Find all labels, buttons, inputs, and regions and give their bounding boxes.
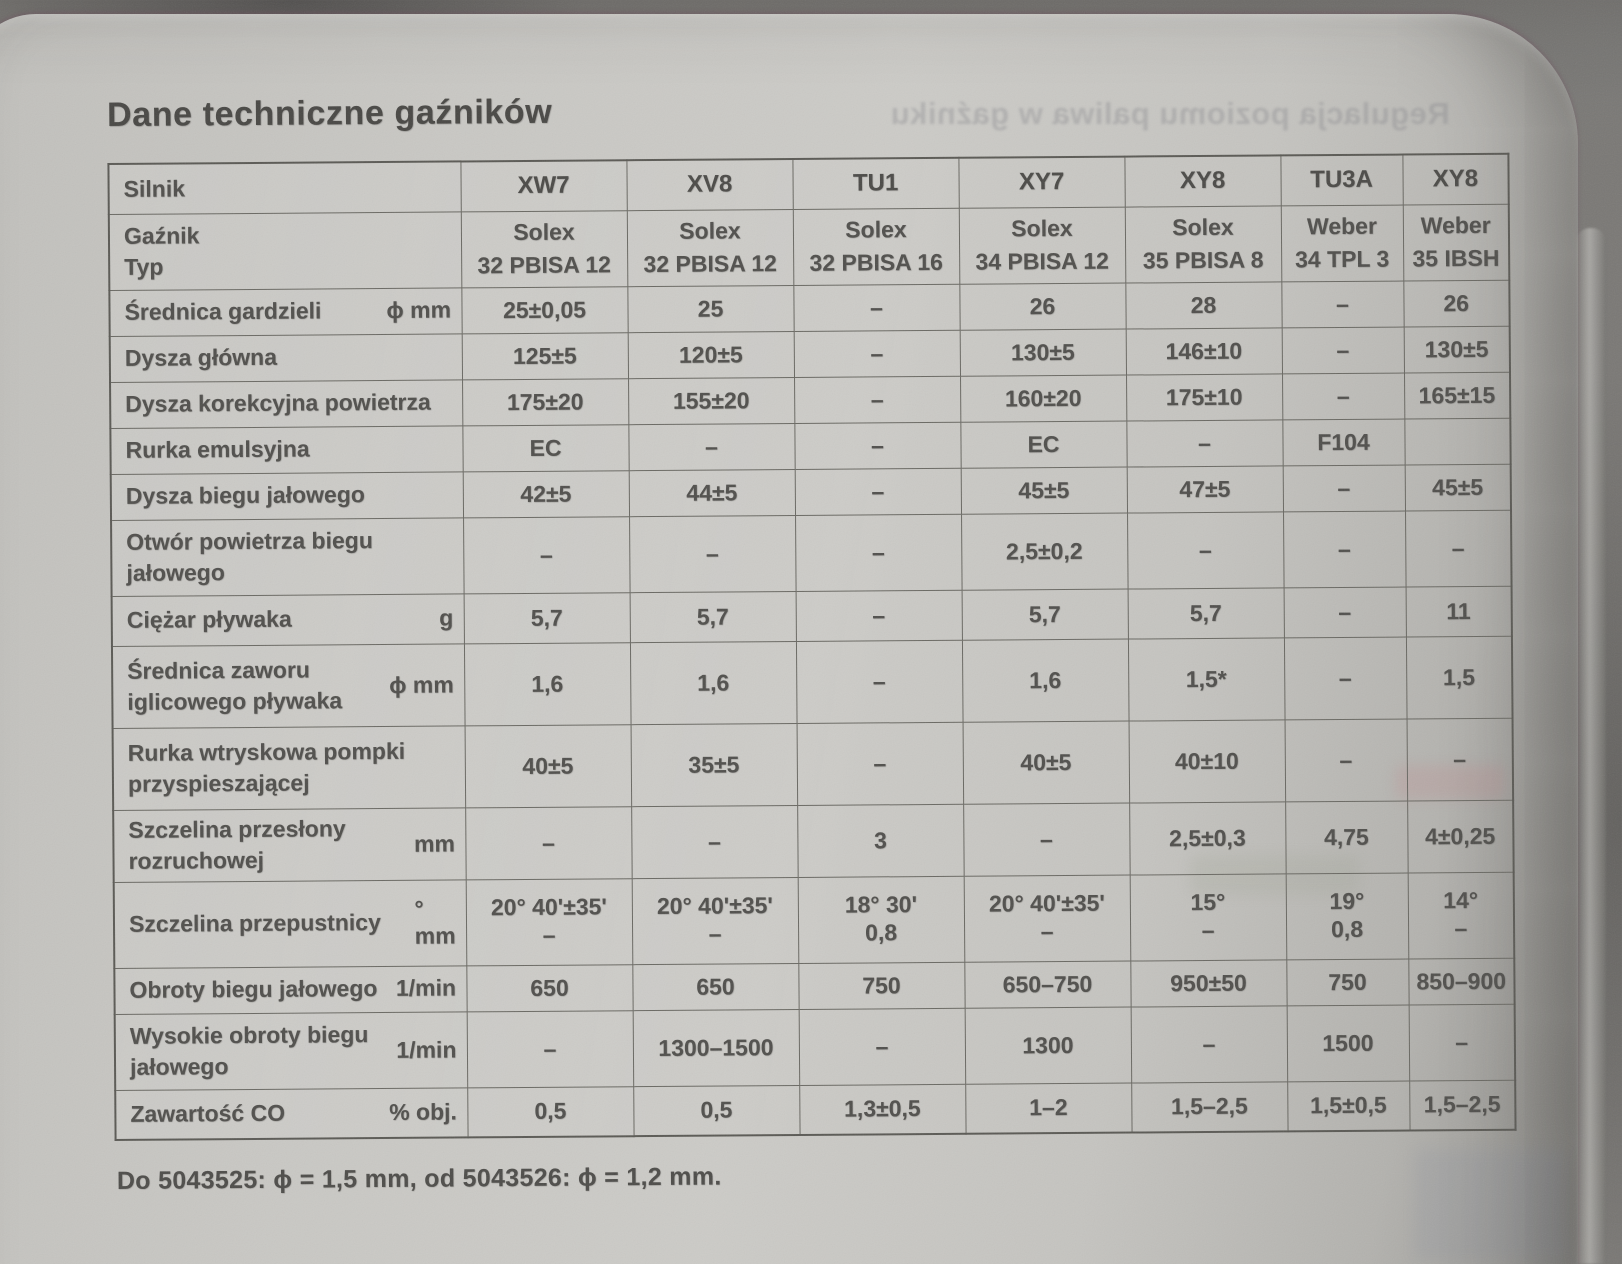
table-cell: –	[963, 803, 1130, 876]
table-cell: 4,75	[1285, 801, 1408, 874]
table-cell: 2,5±0,3	[1129, 801, 1286, 874]
table-cell: 0,5	[633, 1085, 799, 1136]
table-cell: 0,5	[467, 1086, 633, 1137]
table-cell: 4±0,25	[1407, 800, 1514, 873]
table-cell: –	[794, 330, 960, 377]
row-label: Otwór powietrza biegu jałowego	[126, 527, 373, 586]
row-label-wrap	[124, 295, 451, 328]
table-cell: 130±5	[1404, 326, 1510, 373]
carburetor-model: 34 TPL 3	[1294, 245, 1390, 273]
row-label-wrap	[130, 1018, 457, 1082]
table-cell: –	[796, 590, 962, 641]
row-unit: ϕ mm	[386, 296, 452, 324]
page-content	[107, 86, 1515, 1196]
table-cell: –	[1281, 281, 1403, 328]
table-cell: 2,5±0,2	[961, 513, 1128, 590]
row-label-cell	[112, 593, 464, 646]
table-cell: –	[1285, 719, 1408, 802]
table-cell	[466, 878, 633, 965]
row-label: Dysza korekcyjna powietrza	[125, 389, 431, 418]
table-cell: –	[629, 515, 796, 592]
table-cell: –	[795, 468, 961, 515]
cell-value-secondary: –	[1201, 916, 1215, 944]
table-cell: 5,7	[464, 592, 630, 643]
carburetor-model: 34 PBISA 12	[975, 247, 1109, 275]
table-cell: 40±10	[1129, 719, 1286, 802]
engine-name: TU1	[792, 158, 958, 209]
table-cell: 750	[1286, 959, 1408, 1006]
row-label-wrap	[127, 653, 454, 717]
row-label-wrap	[125, 433, 452, 466]
row-unit: g	[439, 604, 454, 632]
engine-name: XY8	[1124, 155, 1280, 206]
table-cell: 650	[632, 963, 798, 1010]
cell-value-secondary: –	[542, 921, 556, 948]
carburetor-model: 35 PBISA 8	[1142, 246, 1264, 274]
cell-value: 20° 40'±35'	[656, 892, 773, 920]
table-cell: –	[1284, 637, 1407, 720]
engine-name: XV8	[626, 159, 792, 210]
page-title: Dane techniczne gaźników	[106, 92, 553, 135]
table-cell: –	[1284, 587, 1406, 638]
cell-value: 19°	[1329, 888, 1365, 915]
row-label-wrap	[128, 812, 455, 876]
carburetor-model: 32 PBISA 16	[809, 248, 943, 276]
table-cell: 40±5	[963, 721, 1130, 804]
table-cell: 175±20	[462, 378, 628, 425]
row-label-cell	[114, 965, 466, 1014]
row-label-cell	[113, 807, 466, 882]
table-cell: –	[1283, 511, 1406, 588]
table-cell: 35±5	[631, 723, 798, 806]
carburetor-make: Weber	[1306, 212, 1377, 239]
row-label: Rurka wtryskowa pompki przyspieszającej	[127, 737, 406, 797]
table-cell-stack	[802, 885, 959, 953]
row-label-cell	[110, 379, 462, 428]
row-label-wrap	[129, 973, 456, 1006]
table-cell	[632, 877, 799, 964]
table-cell: 28	[1125, 281, 1281, 328]
carburetor-type	[1281, 205, 1404, 282]
table-cell: F104	[1282, 419, 1404, 466]
table-cell: –	[1126, 419, 1282, 466]
table-cell	[1286, 873, 1409, 960]
table-cell: 45±5	[1405, 464, 1511, 511]
cell-value: 14°	[1443, 887, 1479, 914]
table-cell: –	[795, 514, 962, 591]
spec-table	[107, 153, 1516, 1141]
table-cell: 5,7	[1128, 587, 1284, 638]
carburetor-type	[461, 210, 628, 287]
row-label-cell	[111, 517, 464, 596]
carburetor-make: Weber	[1420, 211, 1491, 239]
row-label-cell	[109, 287, 461, 336]
carburetor-type	[1125, 205, 1282, 282]
row-label: Średnica zaworu iglicowego pływaka	[127, 656, 343, 715]
table-cell: 1,6	[962, 639, 1129, 722]
table-cell: –	[794, 376, 960, 423]
table-cell: 1300–1500	[633, 1009, 800, 1086]
cell-value-secondary: –	[1040, 918, 1054, 945]
cell-value-secondary: 0,8	[864, 919, 898, 946]
table-cell-stack	[1290, 882, 1403, 950]
table-cell: 650	[466, 964, 632, 1011]
cell-value-secondary: 0,8	[1330, 915, 1364, 943]
table-row	[115, 1080, 1515, 1140]
carburetor-model: 32 PBISA 12	[643, 250, 777, 278]
row-label: Dysza biegu jałowego	[125, 481, 365, 510]
carburetor-label: Gaźnik	[123, 222, 200, 249]
table-cell: –	[1407, 718, 1514, 801]
table-cell: 11	[1406, 586, 1512, 637]
carburetor-type	[1403, 204, 1510, 281]
row-label-wrap	[126, 524, 453, 588]
table-cell: 1500	[1287, 1005, 1410, 1082]
spec-table-head	[108, 154, 1509, 290]
table-cell: 1,5	[1406, 636, 1513, 719]
table-cell: 950±50	[1130, 959, 1286, 1006]
table-cell-stack	[1134, 883, 1281, 951]
carburetor-model: 35 IBSH	[1412, 244, 1500, 272]
table-cell: 1–2	[965, 1083, 1131, 1134]
table-cell: 47±5	[1127, 465, 1283, 512]
table-cell: 1,5±0,5	[1287, 1081, 1409, 1132]
table-cell: –	[467, 1010, 634, 1087]
carburetor-row-label	[109, 211, 462, 290]
row-label: Średnica gardzieli	[124, 297, 322, 326]
row-label-cell	[115, 1087, 467, 1140]
carburetor-make: Solex	[679, 217, 741, 244]
row-unit-stack	[410, 891, 455, 953]
table-cell-stack	[1412, 881, 1509, 949]
row-label-cell	[115, 1011, 468, 1090]
table-cell: –	[793, 284, 959, 331]
row-unit-secondary: mm	[414, 922, 456, 949]
table-row	[114, 872, 1515, 968]
table-cell: 44±5	[629, 469, 795, 516]
row-label-wrap	[126, 479, 453, 512]
table-cell: 1,3±0,5	[799, 1084, 965, 1135]
table-cell: 25	[627, 285, 793, 332]
row-label: Zawartość CO	[130, 1099, 286, 1128]
engine-name: XY8	[1402, 154, 1508, 205]
carburetor-make: Solex	[513, 218, 575, 245]
cell-value: 20° 40'±35'	[490, 893, 607, 921]
table-cell	[1130, 873, 1287, 960]
table-cell-stack	[470, 888, 627, 956]
table-row	[112, 636, 1513, 728]
engine-row-label: Silnik	[108, 161, 460, 214]
row-label: Obroty biegu jałowego	[129, 975, 378, 1004]
page-fore-edge	[1576, 228, 1606, 1264]
table-cell	[798, 876, 965, 963]
table-cell-stack	[968, 884, 1125, 952]
table-cell: –	[797, 722, 964, 805]
table-cell: 5,7	[962, 589, 1128, 640]
row-label: Wysokie obroty biegu jałowego	[129, 1021, 369, 1080]
type-label: Typ	[124, 253, 164, 280]
showthrough-text: Regulacja poziomu paliwa w gaźniku	[890, 96, 1450, 131]
table-cell: EC	[960, 421, 1126, 468]
table-cell: 130±5	[960, 329, 1126, 376]
row-label: Dysza główna	[124, 344, 278, 372]
table-cell: 175±10	[1126, 373, 1282, 420]
table-cell: 25±0,05	[461, 286, 627, 333]
table-cell: 26	[1403, 280, 1509, 327]
cell-value: 15°	[1190, 889, 1226, 916]
table-cell: 40±5	[465, 724, 632, 807]
footnote: Do 5043525: ϕ = 1,5 mm, od 5043526: ϕ = 1,2 mm.	[116, 1162, 722, 1195]
row-unit: 1/min	[395, 974, 457, 1002]
table-cell: –	[1283, 465, 1405, 512]
row-unit: 1/min	[396, 1035, 457, 1063]
table-cell: –	[463, 516, 630, 593]
table-row	[115, 1004, 1516, 1090]
row-label-wrap	[129, 891, 456, 955]
table-cell: 120±5	[628, 331, 794, 378]
table-cell: –	[1131, 1005, 1288, 1082]
carburetor-model: 32 PBISA 12	[477, 251, 611, 279]
table-cell: 125±5	[462, 332, 628, 379]
row-label: Szczelina przepustnicy	[128, 909, 381, 938]
table-cell: 1,5*	[1128, 637, 1285, 720]
carburetor-make: Solex	[1172, 213, 1234, 240]
table-cell: 1300	[965, 1007, 1132, 1084]
row-label: Szczelina przesłony rozruchowej	[128, 815, 346, 874]
row-label-cell	[112, 643, 465, 728]
table-cell: 45±5	[961, 467, 1127, 514]
table-cell: 155±20	[628, 377, 794, 424]
table-cell	[1408, 872, 1515, 959]
carburetor-make: Solex	[1011, 214, 1073, 242]
table-cell: –	[465, 806, 632, 879]
table-row	[111, 510, 1512, 596]
table-row	[113, 800, 1513, 882]
table-cell: –	[1409, 1004, 1516, 1081]
row-label: Rurka emulsyjna	[125, 436, 310, 464]
cell-value-secondary: –	[1454, 915, 1468, 942]
row-label-wrap	[128, 735, 455, 799]
table-cell: 42±5	[463, 470, 629, 517]
row-label: Ciężar pływaka	[126, 606, 292, 634]
carburetor-make: Solex	[845, 215, 907, 243]
carburetor-type	[627, 209, 794, 286]
row-unit: % obj.	[389, 1098, 457, 1126]
table-cell: 160±20	[960, 375, 1126, 422]
table-cell: 750	[798, 962, 964, 1009]
row-unit: ϕ mm	[389, 671, 454, 698]
table-cell: 650–750	[964, 961, 1130, 1008]
row-unit: mm	[413, 829, 456, 857]
row-label-wrap	[130, 1097, 457, 1130]
engine-name: XW7	[460, 160, 626, 211]
table-cell: 1,5–2,5	[1409, 1080, 1515, 1131]
table-cell: –	[1282, 327, 1404, 374]
table-cell: 1,6	[630, 641, 797, 724]
table-row	[113, 718, 1514, 810]
row-label-wrap	[127, 603, 454, 636]
table-cell: –	[1405, 510, 1512, 587]
table-cell: –	[794, 422, 960, 469]
table-cell	[964, 875, 1131, 962]
carburetor-type	[793, 208, 960, 285]
table-cell: 1,5–2,5	[1131, 1081, 1287, 1132]
table-cell-stack	[636, 886, 793, 954]
table-cell: –	[1282, 373, 1404, 420]
row-label-cell	[113, 725, 466, 810]
table-cell: 5,7	[630, 591, 796, 642]
table-cell: 3	[797, 804, 964, 877]
spec-table-body	[109, 280, 1515, 1140]
row-label-wrap	[125, 341, 452, 374]
engine-name: XY7	[958, 157, 1124, 208]
row-label-cell	[111, 471, 463, 520]
table-cell	[1404, 418, 1510, 465]
row-label-wrap	[125, 387, 452, 420]
table-cell: 146±10	[1126, 327, 1282, 374]
engine-name: TU3A	[1280, 155, 1402, 206]
cell-value-secondary: –	[708, 920, 722, 947]
table-cell: 165±15	[1404, 372, 1510, 419]
table-cell: –	[628, 423, 794, 470]
row-label-cell	[110, 333, 462, 382]
table-cell: –	[796, 640, 963, 723]
cell-value: 20° 40'±35'	[988, 890, 1105, 917]
table-cell: 850–900	[1408, 958, 1514, 1005]
table-cell: 1,6	[464, 642, 631, 725]
header-row-carburetor	[109, 204, 1510, 290]
row-unit: °	[414, 895, 424, 922]
table-cell: –	[1127, 511, 1284, 588]
table-cell: –	[799, 1008, 966, 1085]
table-cell: EC	[462, 424, 628, 471]
row-label-cell	[110, 425, 462, 474]
row-label-cell	[114, 879, 467, 968]
table-cell: 26	[959, 283, 1125, 330]
carburetor-type	[959, 207, 1126, 284]
table-cell: –	[631, 805, 798, 878]
cell-value: 18° 30'	[844, 891, 918, 919]
